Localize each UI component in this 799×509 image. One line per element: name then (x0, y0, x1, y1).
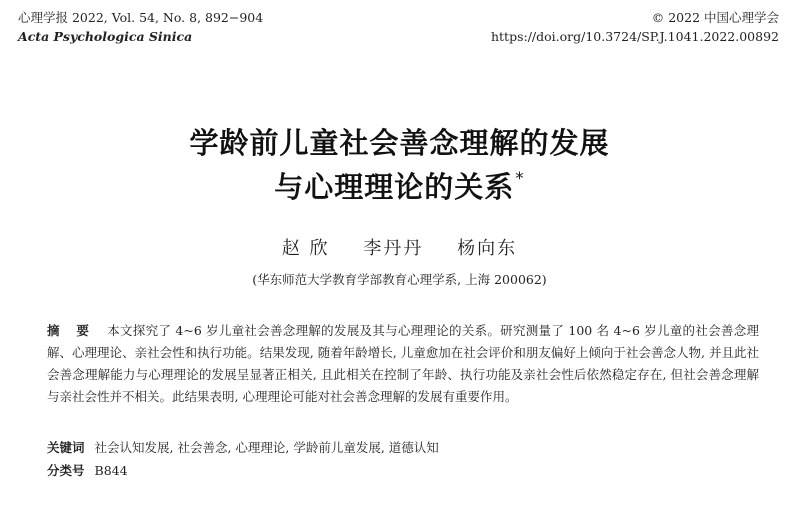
keywords-label: 关键词 (47, 440, 85, 455)
paper-title-line-2 (0, 165, 799, 206)
author-name: 赵 欣 (281, 238, 330, 259)
classification-number: B844 (94, 463, 128, 478)
copyright-notice: © 2022 中国心理学会 (651, 10, 779, 25)
title-footnote-mark[interactable]: * (515, 169, 525, 189)
journal-issue-info: 心理学报 2022, Vol. 54, No. 8, 892−904 (18, 10, 264, 25)
classification-label: 分类号 (47, 463, 85, 478)
abstract-label: 摘 要 (47, 323, 96, 338)
paper-title-line-1: 学龄前儿童社会善念理解的发展 (189, 126, 610, 160)
journal-english-name: Acta Psychologica Sinica (18, 29, 193, 44)
author-list (0, 234, 799, 260)
classification-row (47, 461, 128, 481)
keywords-row (47, 438, 439, 458)
author-name: 李丹丹 (363, 238, 424, 259)
author-name: 杨向东 (457, 238, 518, 259)
author-affiliation: (华东师范大学教育学部教育心理学系, 上海 200062) (252, 272, 547, 287)
doi-link[interactable]: https://doi.org/10.3724/SP.J.1041.2022.00892 (490, 29, 779, 44)
paper-title-line-2-text: 与心理理论的关系 (274, 170, 515, 204)
keywords-text: 社会认知发展, 社会善念, 心理理论, 学龄前儿童发展, 道德认知 (94, 440, 439, 455)
abstract-text: 本文探究了 4~6 岁儿童社会善念理解的发展及其与心理理论的关系。研究测量了 100 名 4~6 岁儿童的社会善念理解、心理理论、亲社会性和执行功能。结果发现, 随着年龄增长, 儿童愈加在社会评价和朋友偏好上倾向于社会善念人物, 并且此社会善念理解能力与心理理论的发展呈显著正相关, 且此相关在控制了年龄、执行功能及亲社会性后依然稳定存在, 但社会善念理解与亲社会性并不相关。此结果表明, 心理理论可能对社会善念理解的发展有重要作用。 (47, 323, 759, 404)
abstract-block (47, 320, 759, 408)
